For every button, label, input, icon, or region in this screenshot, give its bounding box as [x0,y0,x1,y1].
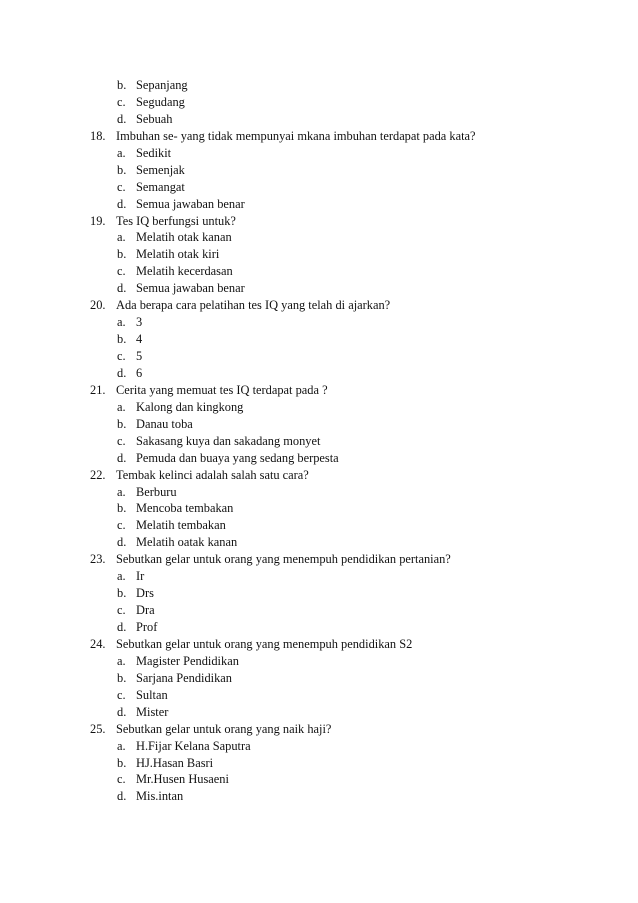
question-text: Sebutkan gelar untuk orang yang menempuh pendidikan pertanian? [116,552,451,567]
option-letter: a. [117,738,126,753]
option-text: Sebuah [136,111,173,126]
option-letter: d. [117,281,127,296]
option-text: 3 [136,315,143,330]
option-letter: d. [117,789,127,804]
option-letter: c. [117,687,126,702]
answer-option [90,704,610,721]
option-text: Mencoba tembakan [136,501,234,516]
question-text: Ada berapa cara pelatihan tes IQ yang telah di ajarkan? [116,298,391,313]
option-text: 6 [136,365,143,380]
answer-option [90,687,610,704]
option-letter: a. [117,399,126,414]
answer-option [90,196,610,213]
question-item [90,636,610,653]
option-text: Segudang [136,94,185,109]
answer-option [90,433,610,450]
option-letter: a. [117,653,126,668]
answer-option [90,94,610,111]
option-letter: c. [117,349,126,363]
option-letter: a. [117,145,126,160]
option-text: Pemuda dan buaya yang sedang berpesta [136,450,339,465]
option-text: Magister Pendidikan [136,653,239,668]
option-text: Sarjana Pendidikan [136,670,233,685]
option-letter: d. [117,535,127,550]
question-item [90,382,610,399]
question-text: Tes IQ berfungsi untuk? [116,213,236,228]
answer-option [90,162,610,179]
option-text: 5 [136,349,143,363]
option-text: Ir [136,569,145,584]
question-number: 25. [90,721,106,736]
option-text: Sultan [136,687,168,702]
option-letter: b. [117,332,127,347]
question-number: 24. [90,636,106,651]
answer-option [90,145,610,162]
answer-option [90,450,610,467]
option-text: Mis.intan [136,789,184,804]
option-letter: b. [117,78,127,92]
option-letter: b. [117,755,127,770]
option-text: 4 [136,332,143,347]
option-text: Kalong dan kingkong [136,399,244,414]
question-item [90,213,610,230]
question-item [90,721,610,738]
question-item [90,551,610,568]
option-letter: b. [117,416,127,431]
question-item [90,297,610,314]
answer-option [90,229,610,246]
question-number: 23. [90,552,106,567]
option-letter: a. [117,230,126,245]
answer-option [90,416,610,433]
answer-option [90,500,610,517]
answer-option [90,670,610,687]
question-item [90,128,610,145]
option-text: Melatih otak kanan [136,230,232,245]
answer-option [90,399,610,416]
option-letter: c. [117,264,126,279]
question-number: 22. [90,467,106,482]
question-number: 19. [90,213,106,228]
option-text: Dra [136,603,155,618]
question-number: 18. [90,128,106,143]
option-letter: c. [117,179,126,194]
option-text: Danau toba [136,416,193,431]
answer-option [90,179,610,196]
answer-option [90,534,610,551]
option-text: Sakasang kuya dan sakadang monyet [136,433,321,448]
option-text: Semua jawaban benar [136,196,245,211]
option-text: Melatih kecerdasan [136,264,233,279]
answer-option [90,314,610,331]
answer-option [90,653,610,670]
option-letter: a. [117,484,126,499]
option-letter: c. [117,94,126,109]
option-text: Melatih otak kiri [136,247,220,262]
option-text: HJ.Hasan Basri [136,755,214,770]
option-text: H.Fijar Kelana Saputra [136,738,251,753]
answer-option [90,246,610,263]
answer-option [90,788,610,805]
question-item [90,467,610,484]
question-text: Sebutkan gelar untuk orang yang naik haji? [116,721,332,736]
answer-option [90,755,610,772]
option-letter: d. [117,450,127,465]
answer-option [90,619,610,636]
option-letter: b. [117,247,127,262]
option-letter: c. [117,433,126,448]
option-letter: a. [117,315,126,330]
option-letter: b. [117,670,127,685]
question-text: Tembak kelinci adalah salah satu cara? [116,467,309,482]
question-number: 21. [90,382,106,397]
answer-option [90,263,610,280]
answer-option [90,348,610,365]
answer-option [90,771,610,788]
option-letter: c. [117,603,126,618]
option-text: Mr.Husen Husaeni [136,772,229,787]
option-text: Prof [136,620,158,634]
answer-option [90,738,610,755]
question-number: 20. [90,298,106,313]
answer-option [90,484,610,501]
option-letter: b. [117,501,127,516]
question-text: Sebutkan gelar untuk orang yang menempuh pendidikan S2 [116,636,413,651]
option-text: Sedikit [136,145,172,160]
option-text: Semua jawaban benar [136,281,245,296]
option-letter: d. [117,365,127,380]
option-letter: c. [117,518,126,533]
answer-option [90,585,610,602]
option-letter: a. [117,569,126,584]
answer-option [90,77,610,94]
option-letter: c. [117,772,126,787]
answer-option [90,365,610,382]
option-text: Semenjak [136,162,185,177]
option-text: Berburu [136,484,177,499]
option-letter: d. [117,111,127,126]
answer-option [90,602,610,619]
answer-option [90,331,610,348]
question-list [90,77,610,805]
question-text: Imbuhan se- yang tidak mempunyai mkana imbuhan terdapat pada kata? [116,128,476,143]
option-text: Melatih tembakan [136,518,226,533]
option-letter: b. [117,586,127,601]
answer-option [90,568,610,585]
option-text: Melatih oatak kanan [136,535,238,550]
answer-option [90,111,610,128]
answer-option [90,280,610,297]
option-letter: d. [117,704,127,719]
option-text: Mister [136,704,169,719]
option-letter: d. [117,196,127,211]
option-text: Drs [136,586,154,601]
option-text: Sepanjang [136,78,188,92]
option-letter: d. [117,620,127,634]
option-text: Semangat [136,179,185,194]
question-text: Cerita yang memuat tes IQ terdapat pada ? [116,382,328,397]
option-letter: b. [117,162,127,177]
answer-option [90,517,610,534]
